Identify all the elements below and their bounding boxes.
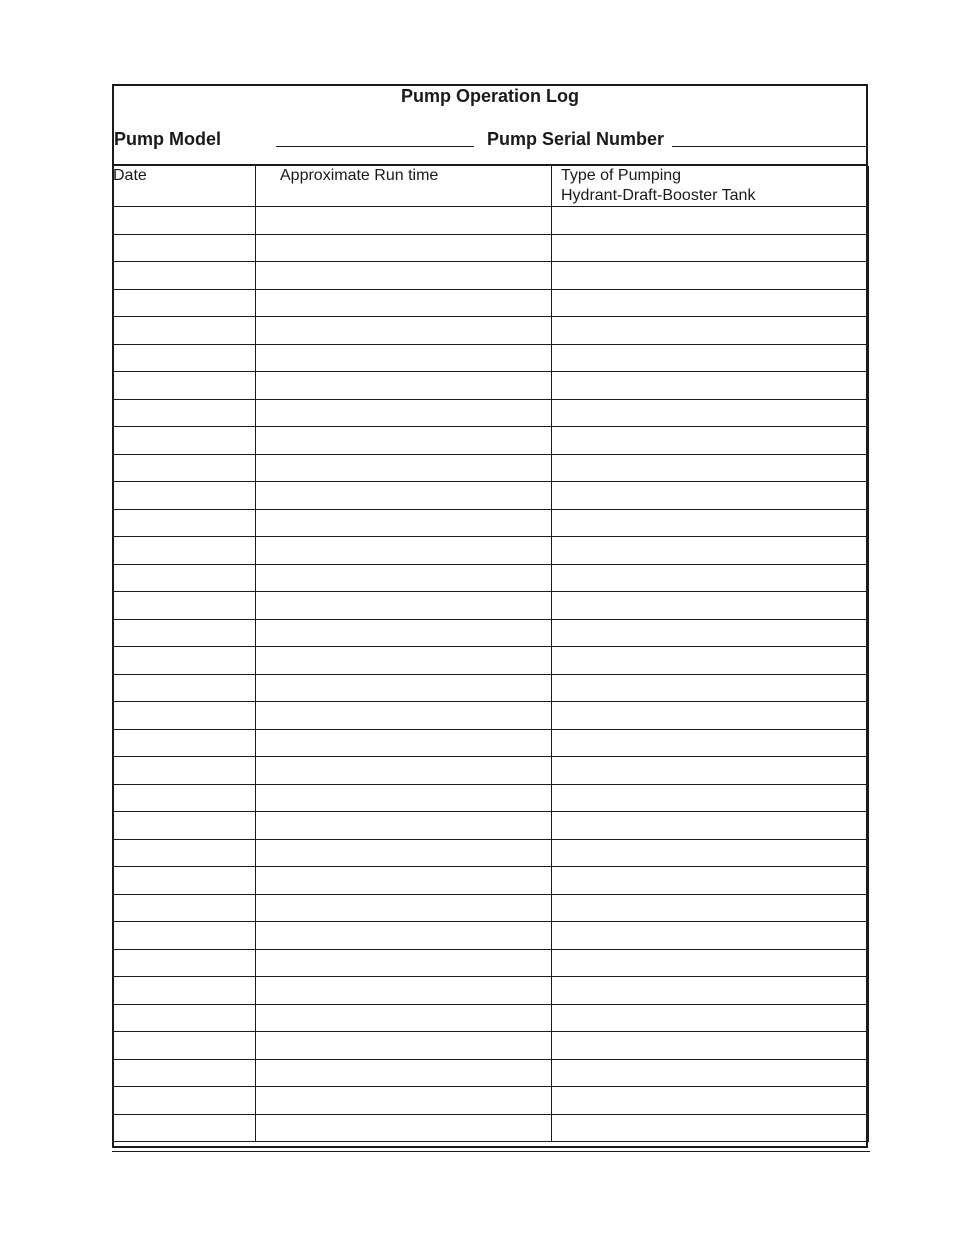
- run-time-cell[interactable]: [256, 262, 552, 290]
- date-cell[interactable]: [113, 949, 256, 977]
- run-time-cell[interactable]: [256, 839, 552, 867]
- run-time-cell[interactable]: [256, 317, 552, 345]
- run-time-cell[interactable]: [256, 922, 552, 950]
- type-of-pumping-cell[interactable]: [552, 729, 869, 757]
- date-cell[interactable]: [113, 399, 256, 427]
- table-row: [113, 344, 869, 372]
- run-time-cell[interactable]: [256, 757, 552, 785]
- type-of-pumping-cell[interactable]: [552, 564, 869, 592]
- type-of-pumping-cell[interactable]: [552, 977, 869, 1005]
- table-row: [113, 1004, 869, 1032]
- run-time-cell[interactable]: [256, 1059, 552, 1087]
- table-row: [113, 399, 869, 427]
- type-of-pumping-cell[interactable]: [552, 839, 869, 867]
- table-row: [113, 592, 869, 620]
- run-time-cell[interactable]: [256, 702, 552, 730]
- type-of-pumping-cell[interactable]: [552, 234, 869, 262]
- log-table-header-row: [113, 166, 869, 207]
- type-of-pumping-cell[interactable]: [552, 207, 869, 235]
- type-of-pumping-cell[interactable]: [552, 537, 869, 565]
- date-cell[interactable]: [113, 207, 256, 235]
- table-row: [113, 564, 869, 592]
- run-time-cell[interactable]: [256, 949, 552, 977]
- run-time-cell[interactable]: [256, 399, 552, 427]
- type-of-pumping-cell[interactable]: [552, 647, 869, 675]
- date-cell[interactable]: [113, 647, 256, 675]
- type-of-pumping-cell[interactable]: [552, 1032, 869, 1060]
- run-time-cell[interactable]: [256, 894, 552, 922]
- table-row: [113, 427, 869, 455]
- run-time-cell[interactable]: [256, 647, 552, 675]
- type-of-pumping-cell[interactable]: [552, 454, 869, 482]
- run-time-cell[interactable]: [256, 729, 552, 757]
- pump-model-blank-line[interactable]: [276, 146, 474, 147]
- form-title: Pump Operation Log: [401, 86, 579, 106]
- date-cell[interactable]: [113, 482, 256, 510]
- date-cell[interactable]: [113, 344, 256, 372]
- pump-serial-number-blank-line[interactable]: [672, 146, 868, 147]
- pump-info-row: [114, 130, 866, 150]
- type-of-pumping-cell[interactable]: [552, 1114, 869, 1142]
- date-cell[interactable]: [113, 537, 256, 565]
- run-time-cell[interactable]: [256, 427, 552, 455]
- column-header-type-of-pumping: [552, 166, 869, 207]
- table-row: [113, 757, 869, 785]
- table-row: [113, 702, 869, 730]
- type-of-pumping-cell[interactable]: [552, 702, 869, 730]
- table-row: [113, 1087, 869, 1115]
- run-time-cell[interactable]: [256, 592, 552, 620]
- date-cell[interactable]: [113, 977, 256, 1005]
- date-cell[interactable]: [113, 1114, 256, 1142]
- type-of-pumping-cell[interactable]: [552, 317, 869, 345]
- type-of-pumping-cell[interactable]: [552, 894, 869, 922]
- type-of-pumping-cell[interactable]: [552, 344, 869, 372]
- type-of-pumping-cell[interactable]: [552, 619, 869, 647]
- table-row: [113, 949, 869, 977]
- table-row: [113, 1032, 869, 1060]
- table-row: [113, 289, 869, 317]
- date-cell[interactable]: [113, 372, 256, 400]
- date-cell[interactable]: [113, 427, 256, 455]
- type-of-pumping-cell[interactable]: [552, 592, 869, 620]
- table-row: [113, 784, 869, 812]
- table-row: [113, 1114, 869, 1142]
- type-of-pumping-cell[interactable]: [552, 674, 869, 702]
- type-of-pumping-cell[interactable]: [552, 1059, 869, 1087]
- type-of-pumping-cell[interactable]: [552, 289, 869, 317]
- table-row: [113, 977, 869, 1005]
- pump-model-label: Pump Model: [114, 129, 221, 149]
- type-of-pumping-cell[interactable]: [552, 509, 869, 537]
- table-row: [113, 317, 869, 345]
- run-time-cell[interactable]: [256, 454, 552, 482]
- run-time-cell[interactable]: [256, 619, 552, 647]
- date-cell[interactable]: [113, 839, 256, 867]
- date-cell[interactable]: [113, 262, 256, 290]
- date-cell[interactable]: [113, 784, 256, 812]
- run-time-cell[interactable]: [256, 537, 552, 565]
- table-row: [113, 729, 869, 757]
- date-cell[interactable]: [113, 592, 256, 620]
- run-time-cell[interactable]: [256, 784, 552, 812]
- date-cell[interactable]: [113, 1032, 256, 1060]
- type-of-pumping-cell[interactable]: [552, 427, 869, 455]
- log-table: [112, 166, 869, 1142]
- date-cell[interactable]: [113, 922, 256, 950]
- table-row: [113, 674, 869, 702]
- run-time-cell[interactable]: [256, 674, 552, 702]
- table-row: [113, 894, 869, 922]
- type-of-pumping-cell[interactable]: [552, 399, 869, 427]
- run-time-cell[interactable]: [256, 372, 552, 400]
- type-of-pumping-cell[interactable]: [552, 812, 869, 840]
- type-of-pumping-cell[interactable]: [552, 482, 869, 510]
- pump-operation-log-form: [112, 84, 868, 1148]
- run-time-cell[interactable]: [256, 1032, 552, 1060]
- table-row: [113, 482, 869, 510]
- date-cell[interactable]: [113, 564, 256, 592]
- type-header-line-2: Hydrant-Draft-Booster Tank: [561, 187, 756, 204]
- date-cell[interactable]: [113, 1087, 256, 1115]
- table-row: [113, 867, 869, 895]
- date-cell[interactable]: [113, 289, 256, 317]
- table-row: [113, 372, 869, 400]
- date-cell[interactable]: [113, 729, 256, 757]
- table-row: [113, 509, 869, 537]
- table-row: [113, 537, 869, 565]
- run-time-cell[interactable]: [256, 289, 552, 317]
- type-of-pumping-cell[interactable]: [552, 784, 869, 812]
- table-row: [113, 1059, 869, 1087]
- table-row: [113, 234, 869, 262]
- run-time-cell[interactable]: [256, 234, 552, 262]
- type-of-pumping-cell[interactable]: [552, 949, 869, 977]
- log-table-body: [113, 207, 869, 1142]
- type-header-line-1: Type of Pumping: [561, 167, 682, 184]
- run-time-cell[interactable]: [256, 1004, 552, 1032]
- table-row: [113, 207, 869, 235]
- table-row: [113, 647, 869, 675]
- pump-serial-number-label: Pump Serial Number: [487, 129, 665, 149]
- type-of-pumping-cell[interactable]: [552, 1004, 869, 1032]
- run-time-cell[interactable]: [256, 812, 552, 840]
- run-time-cell[interactable]: [256, 867, 552, 895]
- run-time-cell[interactable]: [256, 564, 552, 592]
- date-cell[interactable]: [113, 234, 256, 262]
- run-time-cell[interactable]: [256, 344, 552, 372]
- column-header-date: Date: [113, 166, 256, 207]
- table-row: [113, 922, 869, 950]
- run-time-cell[interactable]: [256, 1087, 552, 1115]
- run-time-cell[interactable]: [256, 482, 552, 510]
- run-time-cell[interactable]: [256, 207, 552, 235]
- date-cell[interactable]: [113, 894, 256, 922]
- date-cell[interactable]: [113, 867, 256, 895]
- run-time-cell[interactable]: [256, 977, 552, 1005]
- run-time-cell[interactable]: [256, 1114, 552, 1142]
- date-cell[interactable]: [113, 674, 256, 702]
- table-row: [113, 454, 869, 482]
- date-cell[interactable]: [113, 1059, 256, 1087]
- date-cell[interactable]: [113, 757, 256, 785]
- page-bottom-rule: [112, 1151, 870, 1152]
- date-cell[interactable]: [113, 1004, 256, 1032]
- column-header-run-time: Approximate Run time: [256, 166, 552, 207]
- date-cell[interactable]: [113, 317, 256, 345]
- table-row: [113, 619, 869, 647]
- type-of-pumping-cell[interactable]: [552, 867, 869, 895]
- table-row: [113, 812, 869, 840]
- run-time-cell[interactable]: [256, 509, 552, 537]
- table-row: [113, 262, 869, 290]
- table-row: [113, 839, 869, 867]
- type-of-pumping-cell[interactable]: [552, 922, 869, 950]
- date-cell[interactable]: [113, 509, 256, 537]
- type-of-pumping-cell[interactable]: [552, 757, 869, 785]
- date-cell[interactable]: [113, 702, 256, 730]
- type-of-pumping-cell[interactable]: [552, 1087, 869, 1115]
- date-cell[interactable]: [113, 619, 256, 647]
- type-of-pumping-cell[interactable]: [552, 372, 869, 400]
- type-of-pumping-cell[interactable]: [552, 262, 869, 290]
- date-cell[interactable]: [113, 812, 256, 840]
- date-cell[interactable]: [113, 454, 256, 482]
